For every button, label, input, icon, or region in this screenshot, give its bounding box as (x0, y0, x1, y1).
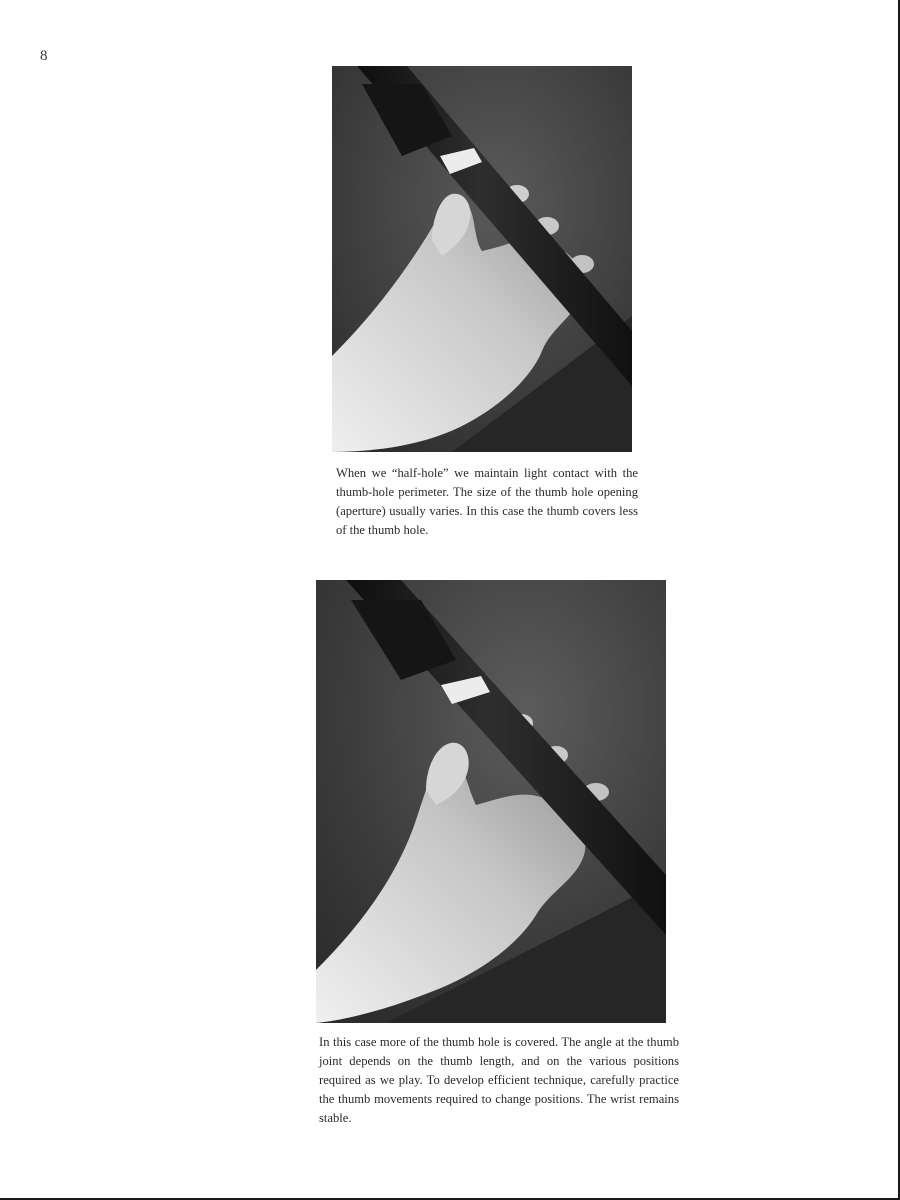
figure-2-caption: In this case more of the thumb hole is covered. The angle at the thumb joint depends on the thumb length, and on the various positions required as we play. To develop efficient technique, carefully practice the thumb movements required to change positions. The wrist remains stable. (319, 1035, 679, 1125)
recorder-hand-photo-illustration (332, 66, 632, 452)
recorder-hand-photo-illustration (316, 580, 666, 1023)
photo-half-hole-less-covered (332, 66, 632, 452)
photo-half-hole-more-covered (316, 580, 666, 1023)
page-number: 8 (40, 48, 48, 64)
figure-1-caption: When we “half-hole” we maintain light contact with the thumb-hole perimeter. The size of the thumb hole opening (aperture) usually varies. In this case the thumb covers less of the thumb hole. (336, 466, 638, 537)
